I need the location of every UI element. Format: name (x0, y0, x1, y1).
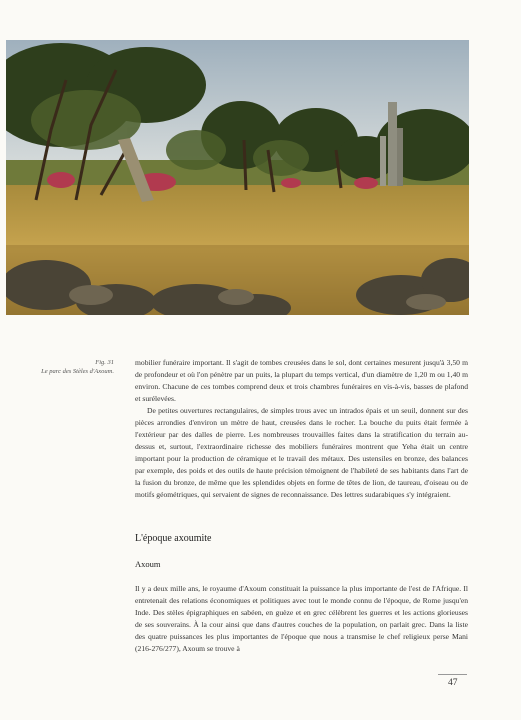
paragraph-axoum (135, 583, 468, 655)
folio-rule (438, 674, 467, 675)
paragraph: mobilier funéraire important. Il s'agit de tombes creusées dans le sol, dont certaines mesurent jusqu'à 3,50 m de profondeur et où l'on pénètre par un puits, la plupart du temps vertical, d'un diamètre de 1,20 m ou 1,40 m environ. Chacune de ces tombes comprend deux et trois chambres funéraires en vis-à-vis, basses de plafond et surélevées. (135, 358, 468, 403)
caption-number: Fig. 31 (95, 359, 114, 366)
section-heading: L'époque axoumite (135, 533, 212, 544)
stelae-park-photo (6, 40, 469, 315)
paragraph-funerary (135, 357, 468, 405)
caption-text: Le parc des Stèles d'Axoum. (41, 368, 114, 375)
subsection-heading: Axoum (135, 559, 161, 569)
figure-caption (20, 358, 114, 376)
paragraph: Il y a deux mille ans, le royaume d'Axoum constituait la puissance la plus importante de l'est de l'Afrique. Il entretenait des relations économiques et politiques avec tout le monde connu de l'époque, de Rome jusqu'en Inde. Des stèles épigraphiques en sabéen, en guèze et en grec célèbrent les guerres et les actions glorieuses de ses souverains. À la cour ainsi que dans d'autres couches de la population, on parlait grec. Dans la liste des quatre puissances les plus importantes de l'époque que nous a transmise le chef religieux perse Mani (216-276/277), Axoum se trouve à (135, 584, 468, 653)
paragraph-openings (135, 405, 468, 501)
page-number: 47 (448, 678, 458, 688)
paragraph: De petites ouvertures rectangulaires, de simples trous avec un intrados épais et un seuil, donnent sur des pièces arrondies d'environ un mètre de haut, creusées dans le rocher. La bouche du puits était fermée à l'extérieur par des dalles de pierre. Les nombreuses trouvailles faites dans la stratification du terrain au-dessus et, surtout, l'extraordinaire richesse des mobiliers funéraires montrent que Yeha était un centre important pour la production de céramique et le travail des métaux. Des ustensiles en bronze, des balances par exemple, des poids et des outils de haute précision témoignent de l'habileté de ses habitants dans l'art de la fusion du bronze, de même que les splendides objets en forme de têtes de lion, de taureau, d'oiseau ou de motifs géométriques, qui servaient de signes de reconnaissance. Des lettres sudarabiques s'y intégraient. (135, 406, 468, 499)
